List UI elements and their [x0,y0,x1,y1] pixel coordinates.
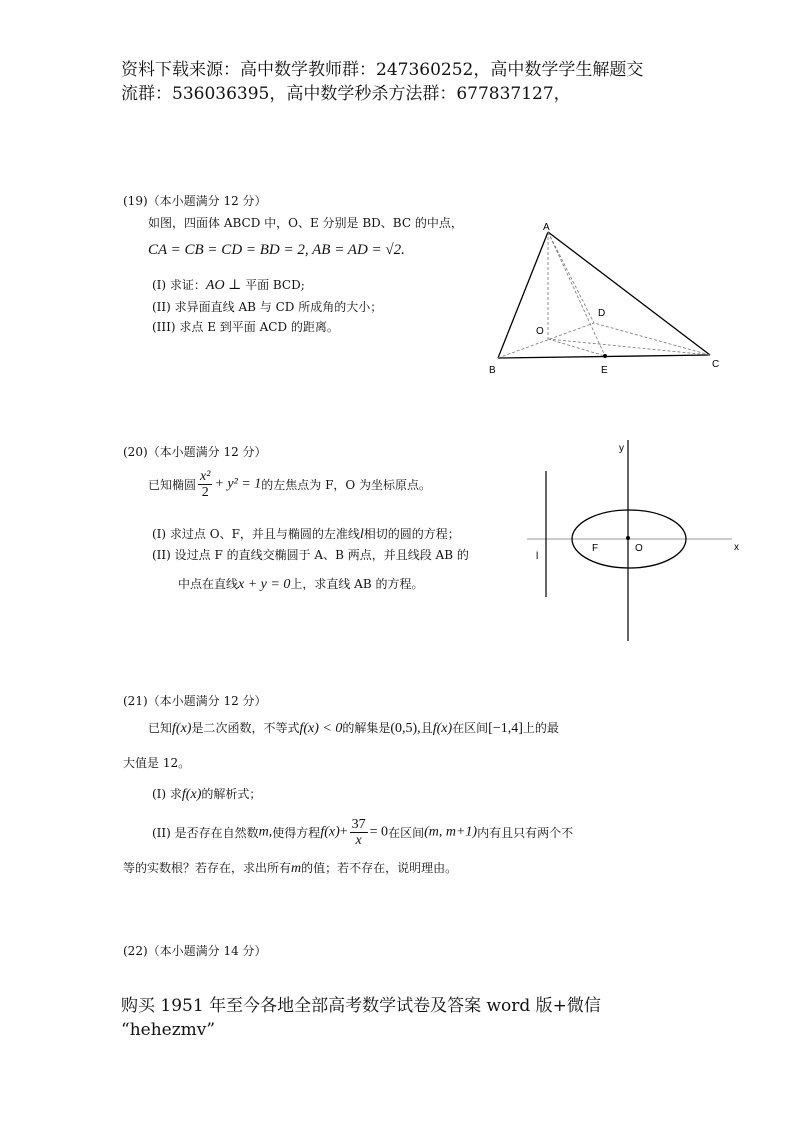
q19-part-1 [152,276,305,294]
q21-heading: (21)（本小题满分 12 分） [123,694,267,708]
q20-part-1-suffix: 相切的圆的方程； [363,527,460,541]
header-line-1: 资料下载来源：高中数学教师群：247360252，高中数学学生解题交 [121,60,644,80]
q21-interval: [−1,4] [488,721,523,736]
label-y-axis: y [619,443,624,454]
q21-fx-4: f(x) [320,824,340,840]
q21-p2-a: (II) 是否存在自然数 [152,826,259,840]
header-line-2: 流群：536036395，高中数学秒杀方法群：677837127， [121,84,571,104]
q21-frac-den: x [355,833,362,848]
q19-part-1-prefix: (I) 求证： [152,278,206,292]
label-directrix-l: l [536,551,539,562]
q21-p2-b: 使得方程 [272,826,321,840]
label-C: C [712,359,720,370]
tetrahedron-figure [480,218,730,383]
q21-fraction [350,817,368,848]
q20-part-3-prefix: 中点在直线 [178,577,239,591]
q21-fx-3: f(x) [181,787,202,802]
q22-heading: (22)（本小题满分 14 分） [123,944,267,958]
q20-part-2: (II) 设过点 F 的直线交椭圆于 A、B 两点，并且线段 AB 的 [152,548,469,562]
label-A: A [543,222,550,233]
q20-fraction [198,469,212,500]
label-B: B [489,365,496,376]
q20-line-1-suffix: 的左焦点为 F，O 为坐标原点。 [261,478,432,492]
q20-part-1-prefix: (I) 求过点 O、F，并且与椭圆的左准线 [152,527,360,541]
q19-intro: 如图，四面体 ABCD 中，O、E 分别是 BD、BC 的中点， [148,216,463,230]
q21-line-2: 大值是 12。 [123,756,191,770]
q21-p1-a: (I) 求 [152,787,182,801]
label-D: D [598,308,606,319]
q21-m-1: m, [258,824,273,840]
label-x-axis: x [734,542,739,553]
q19-condition: CA = CB = CD = BD = 2, AB = AD = √2. [148,242,405,258]
footer-line-2: “hehezmv” [121,1020,216,1040]
q21-l1-f: 上的最 [522,721,559,735]
q21-p1-b: 的解析式； [201,787,262,801]
label-O: O [536,326,544,337]
q20-ellipse-eq: + y² = 1 [214,476,262,492]
label-O-origin: O [635,543,643,554]
q21-l1-b: 是二次函数，不等式 [191,721,300,735]
q21-l1-d: 且 [420,721,433,735]
q21-p2-c: 在区间 [388,826,425,840]
q20-part-3-suffix: 上，求直线 AB 的方程。 [290,577,424,591]
q21-fx-2: f(x) [432,721,453,736]
q21-m-2: m [291,861,302,876]
label-F: F [592,543,599,554]
q21-part-3 [123,859,457,877]
q21-line-1 [148,719,559,737]
q20-part-1 [152,525,460,543]
q21-l1-a: 已知 [148,721,173,735]
q21-fx-1: f(x) [172,721,192,736]
q20-line-eq: x + y = 0 [238,577,291,592]
q21-p2-d: 内有且只有两个不 [477,826,574,840]
q21-frac-num: 37 [351,817,366,832]
q19-part-3: (III) 求点 E 到平面 ACD 的距离。 [152,320,339,334]
label-E: E [601,365,608,376]
q21-p3-b: 的值；若不存在，说明理由。 [301,861,458,875]
header-notice [121,58,721,106]
q20-frac-num: x² [200,469,211,484]
footer-line-1: 购买 1951 年至今各地全部高考数学试卷及答案 word 版+微信 [121,996,601,1016]
q20-part-1-l: l [359,527,364,542]
q21-part-2 [152,817,573,848]
q20-frac-den: 2 [201,485,209,500]
q21-solution-set: (0,5), [390,721,421,736]
q19-heading: (19)（本小题满分 12 分） [123,194,267,208]
q20-line-1 [148,469,431,500]
q21-inequality: f(x) < 0 [299,721,343,736]
q20-line-1-prefix: 已知椭圆 [148,478,197,492]
footer-notice [121,994,681,1042]
q21-l1-c: 的解集是 [342,721,391,735]
ellipse-figure [525,435,755,645]
q21-eq-zero: = 0 [369,824,389,840]
q21-plus: + [339,824,348,840]
q21-l1-e: 在区间 [452,721,489,735]
q21-p3-a: 等的实数根？若存在，求出所有 [123,861,292,875]
q20-heading: (20)（本小题满分 12 分） [123,445,267,459]
q19-part-1-suffix: 平面 BCD; [241,278,305,292]
q20-part-3 [178,575,423,593]
q21-m-interval: (m, m+1) [424,824,478,840]
q21-part-1 [152,785,261,803]
q19-part-2: (II) 求异面直线 AB 与 CD 所成角的大小； [152,300,383,314]
q19-part-1-math: AO ⊥ [205,278,242,293]
